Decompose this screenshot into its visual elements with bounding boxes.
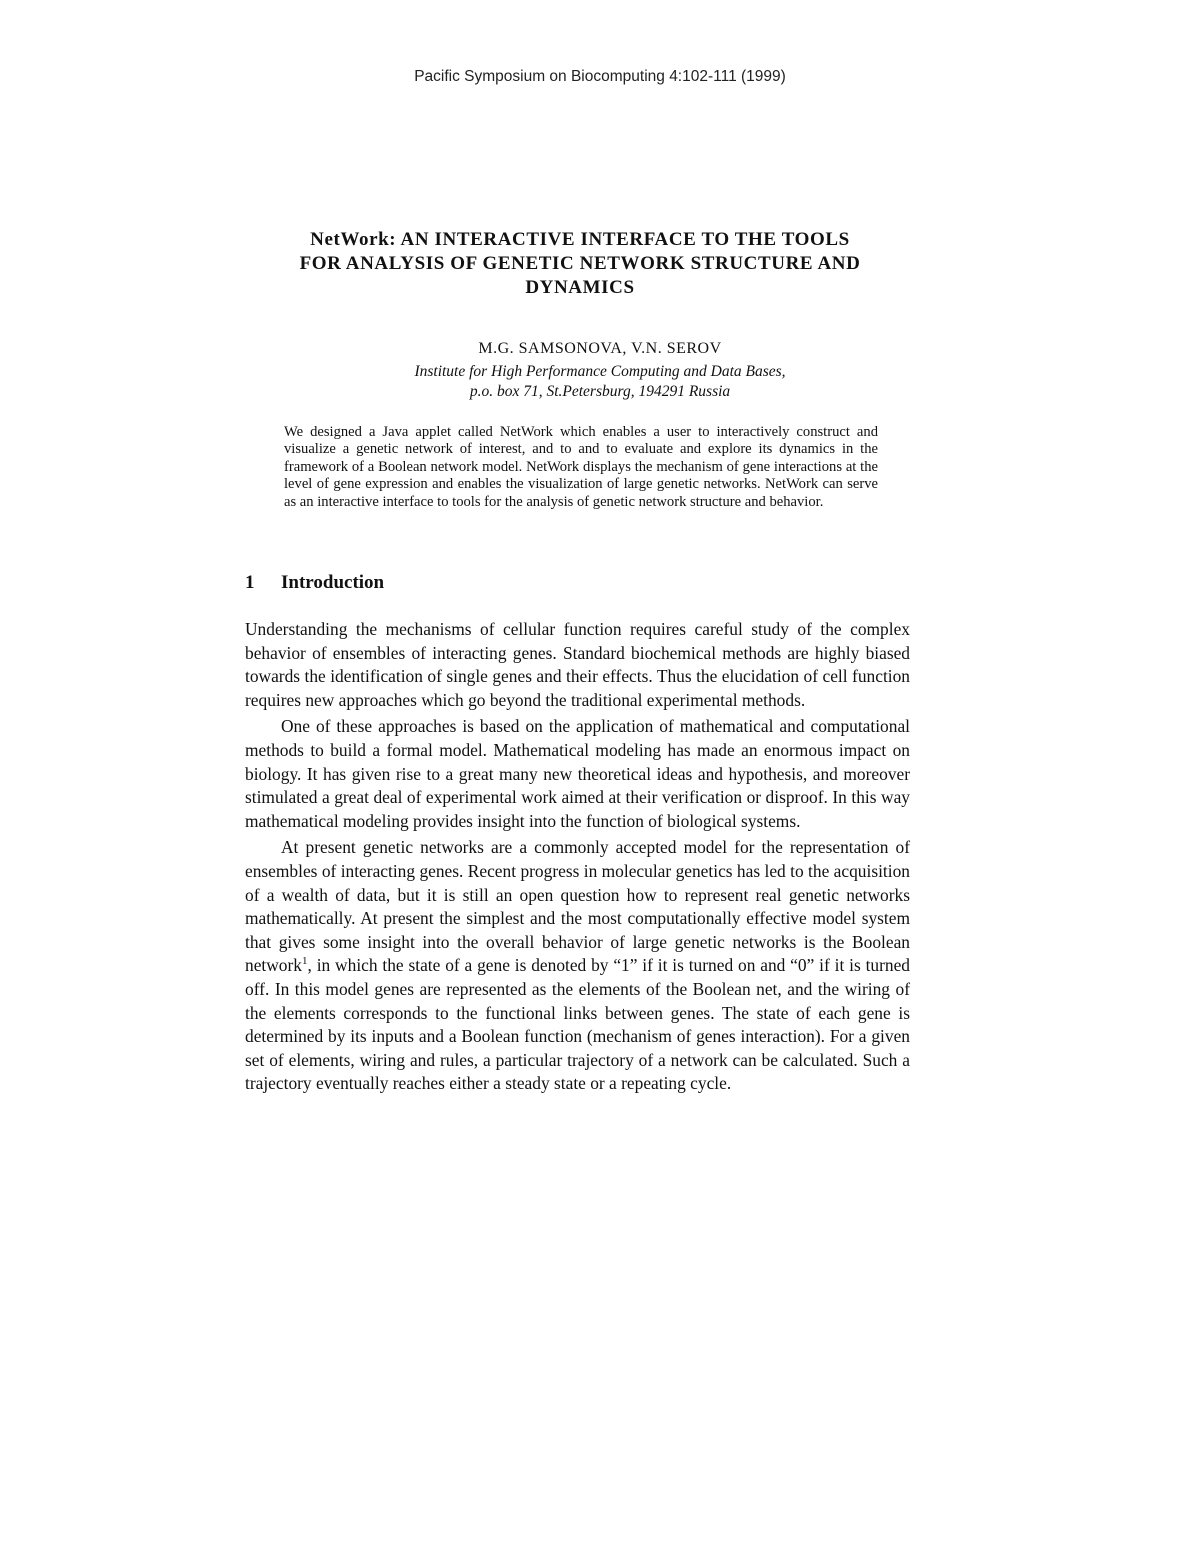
paragraph-text: At present genetic networks are a commonly accepted model for the representation of ensembles of interacting genes. Recent progress in molecular genetics has led to the acquisition of a wealth of data, but it is still an open question how to represent real genetic networks mathematically. At present the simplest and the most computationally effective model system that gives some insight into the overall behavior of large genetic networks is the Boolean network: [245, 837, 910, 976]
section-heading: [245, 572, 915, 594]
paragraph: One of these approaches is based on the application of mathematical and computational methods to build a formal model. Mathematical modeling has made an enormous impact on biology. It has given rise to a great many new theoretical ideas and hypothesis, and moreover stimulated a great deal of experimental work aimed at their verification or disproof. In this way mathematical modeling provides insight into the function of biological systems.: [245, 716, 910, 831]
paragraph: [245, 836, 910, 1096]
title-line: DYNAMICS: [525, 277, 635, 298]
paragraph-text: , in which the state of a gene is denoted by “1” if it is turned on and “0” if it is turned off. In this model genes are represented as the elements of the Boolean net, and the wiring of the elements corresponds to the functional links between genes. The state of each gene is determined by its inputs and a Boolean function (mechanism of genes interaction). For a given set of elements, wiring and rules, a particular trajectory of a network can be calculated. Such a trajectory eventually reaches either a steady state or a repeating cycle.: [245, 955, 910, 1094]
citation-ref: 1: [302, 955, 308, 968]
affiliation-line: Institute for High Performance Computing and Data Bases,: [414, 363, 786, 380]
title-line: NetWork: AN INTERACTIVE INTERFACE TO THE TOOLS: [310, 229, 850, 250]
affiliation-line: p.o. box 71, St.Petersburg, 194291 Russia: [469, 383, 731, 400]
section-title: Introduction: [281, 572, 385, 593]
title-line: FOR ANALYSIS OF GENETIC NETWORK STRUCTURE AND: [299, 253, 861, 274]
section-number: 1: [245, 572, 255, 593]
authors: M.G. SAMSONOVA, V.N. SEROV: [478, 340, 722, 357]
section-body: [245, 618, 910, 1099]
paragraph: Understanding the mechanisms of cellular function requires careful study of the complex behavior of ensembles of interacting genes. Standard biochemical methods are highly biased towards the identification of single genes and their effects. Thus the elucidation of cell function requires new approaches which go beyond the traditional experimental methods.: [245, 619, 910, 710]
paper-title: [230, 228, 930, 300]
affiliation: [300, 362, 900, 402]
abstract: We designed a Java applet called NetWork which enables a user to interactively construct and visualize a genetic network of interest, and to and to evaluate and explore its dynamics in the framework of a Boolean network model. NetWork displays the mechanism of gene interactions at the level of gene expression and enables the visualization of large genetic networks. NetWork can serve as an interactive interface to tools for the analysis of genetic network structure and behavior.: [284, 424, 878, 510]
running-head: Pacific Symposium on Biocomputing 4:102-111 (1999): [414, 68, 786, 85]
